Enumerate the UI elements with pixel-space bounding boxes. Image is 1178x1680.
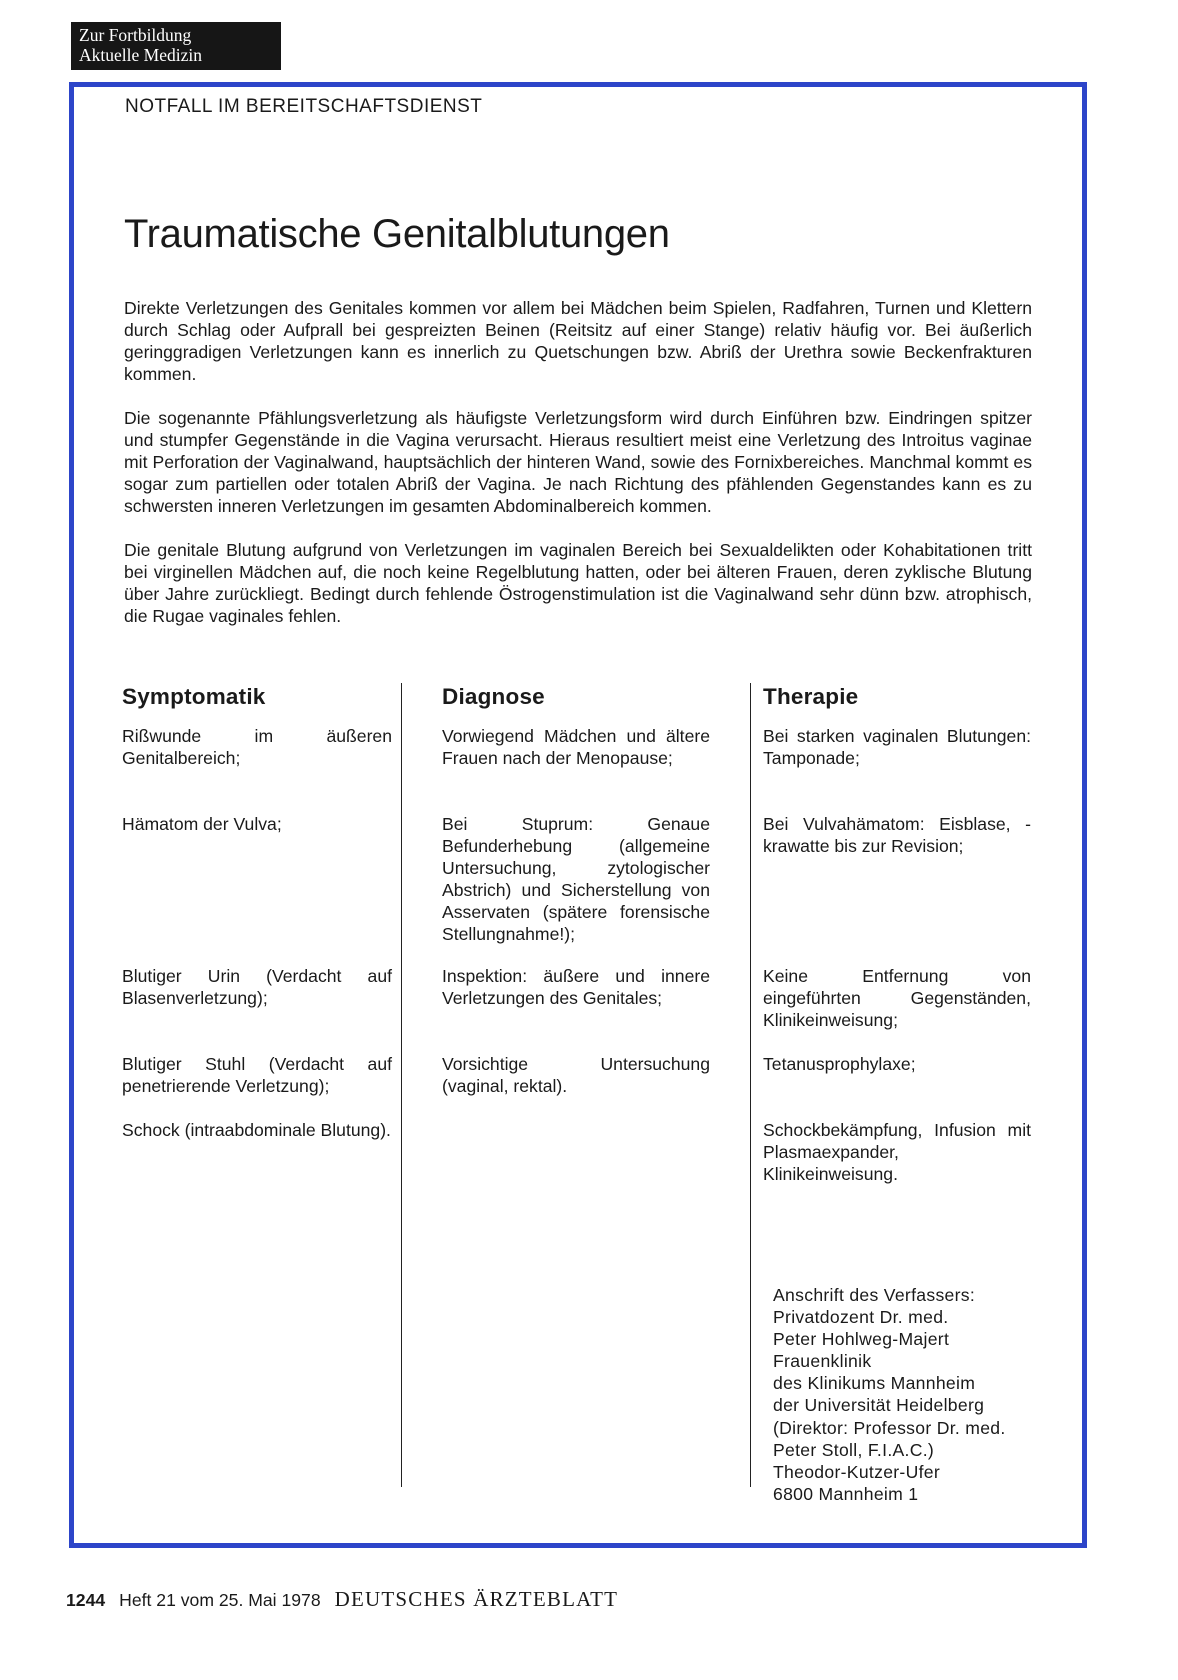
- diagnose-item: Vorsichtige Untersuchung (vaginal, rektal).: [442, 1054, 710, 1096]
- column-divider: [750, 683, 751, 1487]
- therapie-item: Keine Entfernung von eingeführten Gegenständen, Klinikeinweisung;: [763, 966, 1031, 1030]
- page-footer: [66, 1587, 618, 1612]
- issue-info: Heft 21 vom 25. Mai 1978: [119, 1590, 321, 1610]
- column-heading-diagnose: Diagnose: [442, 684, 545, 709]
- intro-paragraph: Die sogenannte Pfählungsverletzung als häufigste Verletzungsform wird durch Einführen bzw. Eindringen spitzer und stumpfer Gegenstände in die Vagina verursacht. Hieraus resultiert meist eine Verletzung des Introitus vaginae mit Perforation der Vaginalwand, hauptsächlich der hinteren Wand, sowie des Fornixbereiches. Manchmal kommt es sogar zum partiellen oder totalen Abriß der Vagina. Je nach Richtung des pfählenden Gegenstandes kann es zu schwersten inneren Verletzungen im gesamten Abdominalbereich kommen.: [124, 408, 1032, 516]
- therapie-item: Tetanusprophylaxe;: [763, 1054, 916, 1074]
- address-line: Peter Hohlweg-Majert: [773, 1329, 950, 1350]
- column-symptomatik: [122, 683, 392, 1140]
- diagnose-item: Bei Stuprum: Genaue Befunderhebung (allgemeine Untersuchung, zytologischer Abstrich) und Sicherstellung von Asservaten (spätere forensische Stellungnahme!);: [442, 814, 710, 944]
- column-diagnose: [442, 683, 710, 1096]
- address-line: 6800 Mannheim 1: [773, 1483, 919, 1504]
- therapie-item: Schockbekämpfung, Infusion mit Plasmaexpander, Klinikeinweisung.: [763, 1120, 1031, 1184]
- diagnose-item: Vorwiegend Mädchen und ältere Frauen nach der Menopause;: [442, 726, 710, 768]
- address-line: Privatdozent Dr. med.: [773, 1307, 949, 1328]
- symptomatik-item: Blutiger Stuhl (Verdacht auf penetrierende Verletzung);: [122, 1054, 392, 1096]
- column-heading-symptomatik: Symptomatik: [122, 684, 266, 709]
- address-line: Frauenklinik: [773, 1351, 872, 1372]
- journal-name: DEUTSCHES ÄRZTEBLATT: [334, 1587, 619, 1611]
- symptomatik-item: Rißwunde im äußeren Genitalbereich;: [122, 726, 392, 768]
- address-line: (Direktor: Professor Dr. med.: [773, 1417, 1006, 1438]
- address-line: der Universität Heidelberg: [773, 1395, 985, 1416]
- article-intro: [124, 297, 1032, 649]
- diagnose-item: Inspektion: äußere und innere Verletzungen des Genitales;: [442, 966, 710, 1008]
- address-line: Theodor-Kutzer-Ufer: [773, 1461, 941, 1482]
- column-heading-therapie: Therapie: [763, 684, 859, 709]
- kicker-line-2: Aktuelle Medizin: [79, 45, 202, 65]
- kicker-line-1: Zur Fortbildung: [79, 25, 192, 45]
- article-title: Traumatische Genitalblutungen: [124, 212, 670, 256]
- address-line: des Klinikums Mannheim: [773, 1373, 976, 1394]
- section-label: NOTFALL IM BEREITSCHAFTSDIENST: [125, 96, 483, 117]
- therapie-item: Bei Vulvahämatom: Eisblase, -krawatte bis zur Revision;: [763, 814, 1031, 856]
- author-address: [773, 1284, 1006, 1505]
- symptomatik-item: Schock (intraabdominale Blutung).: [122, 1120, 391, 1140]
- intro-paragraph: Direkte Verletzungen des Genitales kommen vor allem bei Mädchen beim Spielen, Radfahren, Turnen und Klettern durch Schlag oder Aufprall bei gespreizten Beinen (Reitsitz auf einer Stange) relativ häufig vor. Bei äußerlich geringgradigen Verletzungen kann es innerlich zu Quetschungen bzw. Abriß der Urethra sowie Beckenfrakturen kommen.: [124, 298, 1032, 384]
- symptomatik-item: Blutiger Urin (Verdacht auf Blasenverletzung);: [122, 966, 392, 1008]
- address-line: Anschrift des Verfassers:: [773, 1285, 976, 1305]
- intro-paragraph: Die genitale Blutung aufgrund von Verletzungen im vaginalen Bereich bei Sexualdelikten oder Kohabitationen tritt bei virginellen Mädchen auf, die noch keine Regelblutung hatten, oder bei älteren Frauen, deren zyklische Blutung über Jahre zurückliegt. Bedingt durch fehlende Östrogenstimulation ist die Vaginalwand sehr dünn bzw. atrophisch, die Rugae vaginales fehlen.: [124, 540, 1032, 626]
- section-kicker: [71, 22, 281, 70]
- therapie-item: Bei starken vaginalen Blutungen: Tamponade;: [763, 726, 1031, 768]
- column-therapie: [763, 683, 1031, 1184]
- symptomatik-item: Hämatom der Vulva;: [122, 814, 282, 834]
- column-divider: [401, 683, 402, 1487]
- page-number: 1244: [66, 1590, 106, 1610]
- address-line: Peter Stoll, F.I.A.C.): [773, 1439, 935, 1460]
